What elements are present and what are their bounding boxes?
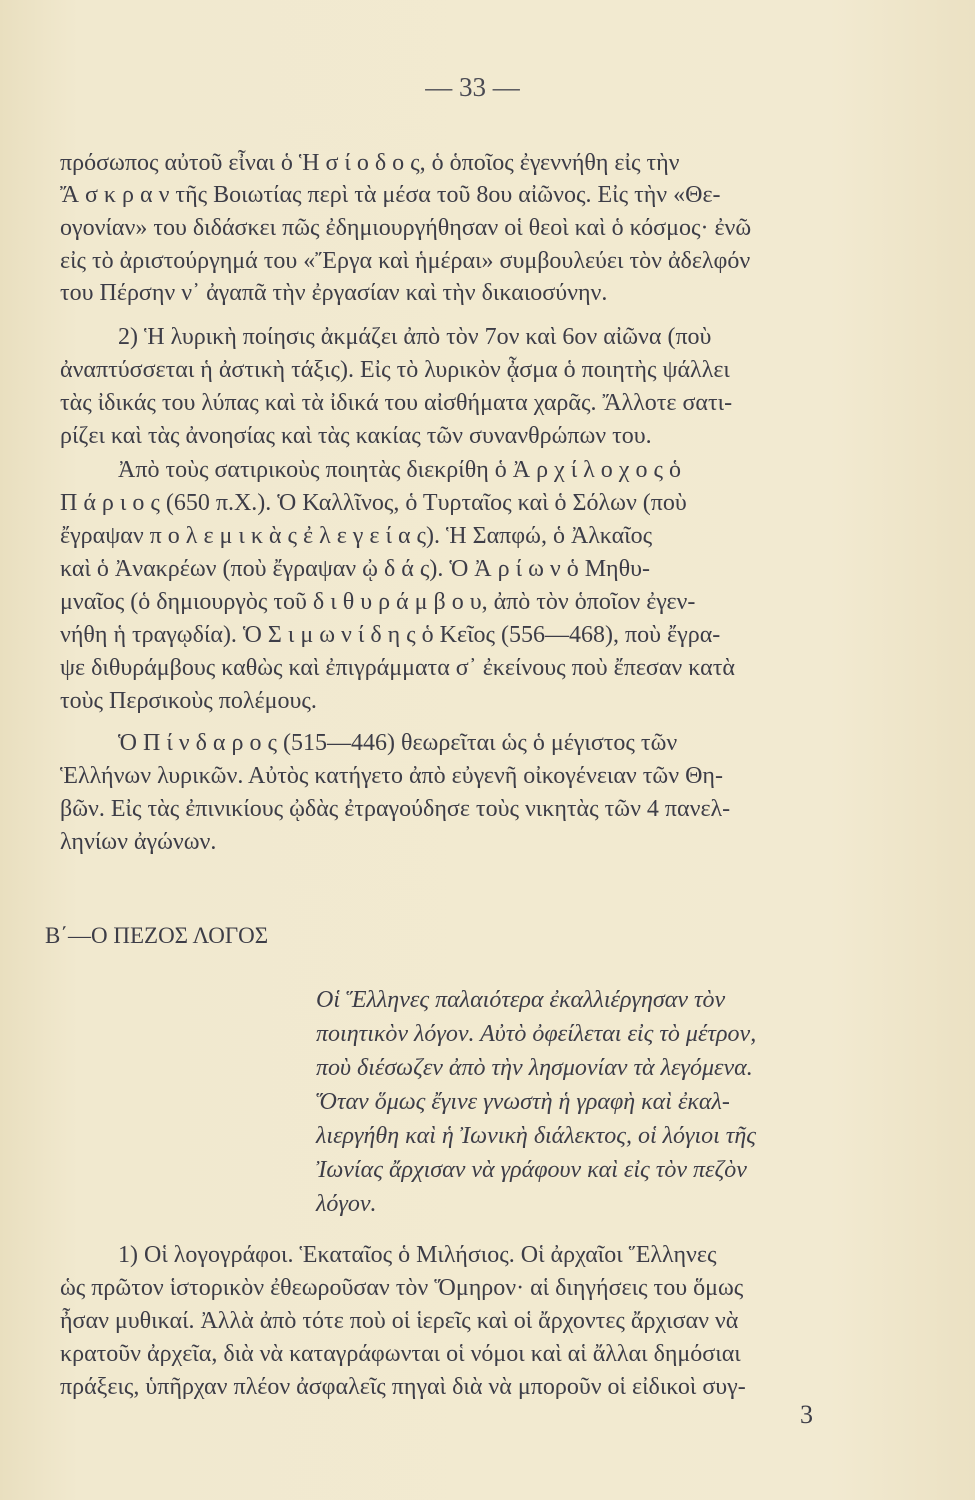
italic-line: Ὅταν ὅμως ἔγινε γνωστὴ ἡ γραφὴ καὶ ἐκαλ- [316,1089,730,1115]
text-line: Π ά ρ ι ο ς (650 π.Χ.). Ὁ Καλλῖνος, ὁ Τυρταῖος καὶ ὁ Σόλων (ποὺ [60,490,687,516]
text-line: τὰς ἰδικάς του λύπας καὶ τὰ ἰδικά του αἰσθήματα χαρᾶς. Ἄλλοτε σατι- [60,390,733,416]
text-line: Ἄ σ κ ρ α ν τῆς Βοιωτίας περὶ τὰ μέσα τοῦ 8ου αἰῶνος. Εἰς τὴν «Θε- [60,182,721,208]
text-line: νήθη ἡ τραγῳδία). Ὁ Σ ι μ ω ν ί δ η ς ὁ Κεῖος (556—468), ποὺ ἔγρα- [60,622,721,648]
text-line: του Πέρσην ν᾿ ἀγαπᾶ τὴν ἐργασίαν καὶ τὴν δικαιοσύνην. [60,280,608,306]
text-line: 1) Οἱ λογογράφοι. Ἑκαταῖος ὁ Μιλήσιος. Οἱ ἀρχαῖοι Ἕλληνες [118,1242,717,1268]
text-line: ἀναπτύσσεται ἡ ἀστικὴ τάξις). Εἰς τὸ λυρικὸν ᾆσμα ὁ ποιητὴς ψάλλει [60,357,730,383]
italic-line: Ἰωνίας ἄρχισαν νὰ γράφουν καὶ εἰς τὸν πεζὸν [316,1157,747,1183]
text-line: βῶν. Εἰς τὰς ἐπινικίους ᾠδὰς ἐτραγούδησε τοὺς νικητὰς τῶν 4 πανελ- [60,796,731,822]
text-line: Ἑλλήνων λυρικῶν. Αὐτὸς κατήγετο ἀπὸ εὐγενῆ οἰκογένειαν τῶν Θη- [60,763,723,789]
text-line: τοὺς Περσικοὺς πολέμους. [60,688,317,714]
text-line: ἦσαν μυθικαί. Ἀλλὰ ἀπὸ τότε ποὺ οἱ ἱερεῖς καὶ οἱ ἄρχοντες ἄρχισαν νὰ [60,1308,739,1334]
text-line: πρόσωπος αὐτοῦ εἶναι ὁ Ἡ σ ί ο δ ο ς, ὁ ὁποῖος ἐγεννήθη εἰς τὴν [60,150,680,176]
text-line: ογονίαν» του διδάσκει πῶς ἐδημιουργήθησαν οἱ θεοὶ καὶ ὁ κόσμος· ἐνῶ [60,215,752,241]
text-line: μναῖος (ὁ δημιουργὸς τοῦ δ ι θ υ ρ ά μ β ο υ, ἀπὸ τὸν ὁποῖον ἐγεν- [60,589,696,615]
italic-line: λόγον. [316,1191,377,1217]
text-line: 2) Ἡ λυρικὴ ποίησις ἀκμάζει ἀπὸ τὸν 7ον καὶ 6ον αἰῶνα (ποὺ [118,324,712,350]
text-line: ρίζει καὶ τὰς ἀνοησίας καὶ τὰς κακίας τῶν συνανθρώπων του. [60,423,652,449]
italic-line: λιεργήθη καὶ ἡ Ἰωνικὴ διάλεκτος, οἱ λόγιοι τῆς [316,1123,757,1149]
signature-mark: 3 [800,1400,813,1429]
text-line: Ὁ Π ί ν δ α ρ ο ς (515—446) θεωρεῖται ὡς ὁ μέγιστος τῶν [118,730,678,756]
text-line: καὶ ὁ Ἀνακρέων (ποὺ ἔγραψαν ᾠ δ ά ς). Ὁ Ἀ ρ ί ω ν ὁ Μηθυ- [60,556,650,582]
text-line: ψε διθυράμβους καθὼς καὶ ἐπιγράμματα σ᾿ ἐκείνους ποὺ ἔπεσαν κατὰ [60,655,735,681]
text-line: ἔγραψαν π ο λ ε μ ι κ ὰ ς ἐ λ ε γ ε ί α ς). Ἡ Σαπφώ, ὁ Ἀλκαῖος [60,523,653,549]
italic-line: ποὺ διέσωζεν ἀπὸ τὴν λησμονίαν τὰ λεγόμενα. [316,1055,753,1081]
page-number: — 33 — [425,72,520,102]
text-line: ληνίων ἀγώνων. [60,829,217,855]
section-heading: Β΄—Ο ΠΕΖΟΣ ΛΟΓΟΣ [45,923,269,948]
text-line: Ἀπὸ τοὺς σατιρικοὺς ποιητὰς διεκρίθη ὁ Ἀ ρ χ ί λ ο χ ο ς ὁ [118,457,681,483]
italic-line: Οἱ Ἕλληνες παλαιότερα ἐκαλλιέργησαν τὸν [316,987,726,1013]
text-line: ὡς πρῶτον ἱστορικὸν ἐθεωροῦσαν τὸν Ὅμηρον· αἱ διηγήσεις του ὅμως [60,1275,744,1301]
text-line: πράξεις, ὑπῆρχαν πλέον ἀσφαλεῖς πηγαὶ διὰ νὰ μποροῦν οἱ εἰδικοὶ συγ- [60,1374,746,1400]
text-line: εἰς τὸ ἀριστούργημά του «Ἔργα καὶ ἡμέραι» συμβουλεύει τὸν ἀδελφόν [60,248,751,274]
italic-line: ποιητικὸν λόγον. Αὐτὸ ὀφείλεται εἰς τὸ μέτρον, [316,1021,757,1047]
text-line: κρατοῦν ἀρχεῖα, διὰ νὰ καταγράφωνται οἱ νόμοι καὶ αἱ ἄλλαι δημόσιαι [60,1341,741,1367]
